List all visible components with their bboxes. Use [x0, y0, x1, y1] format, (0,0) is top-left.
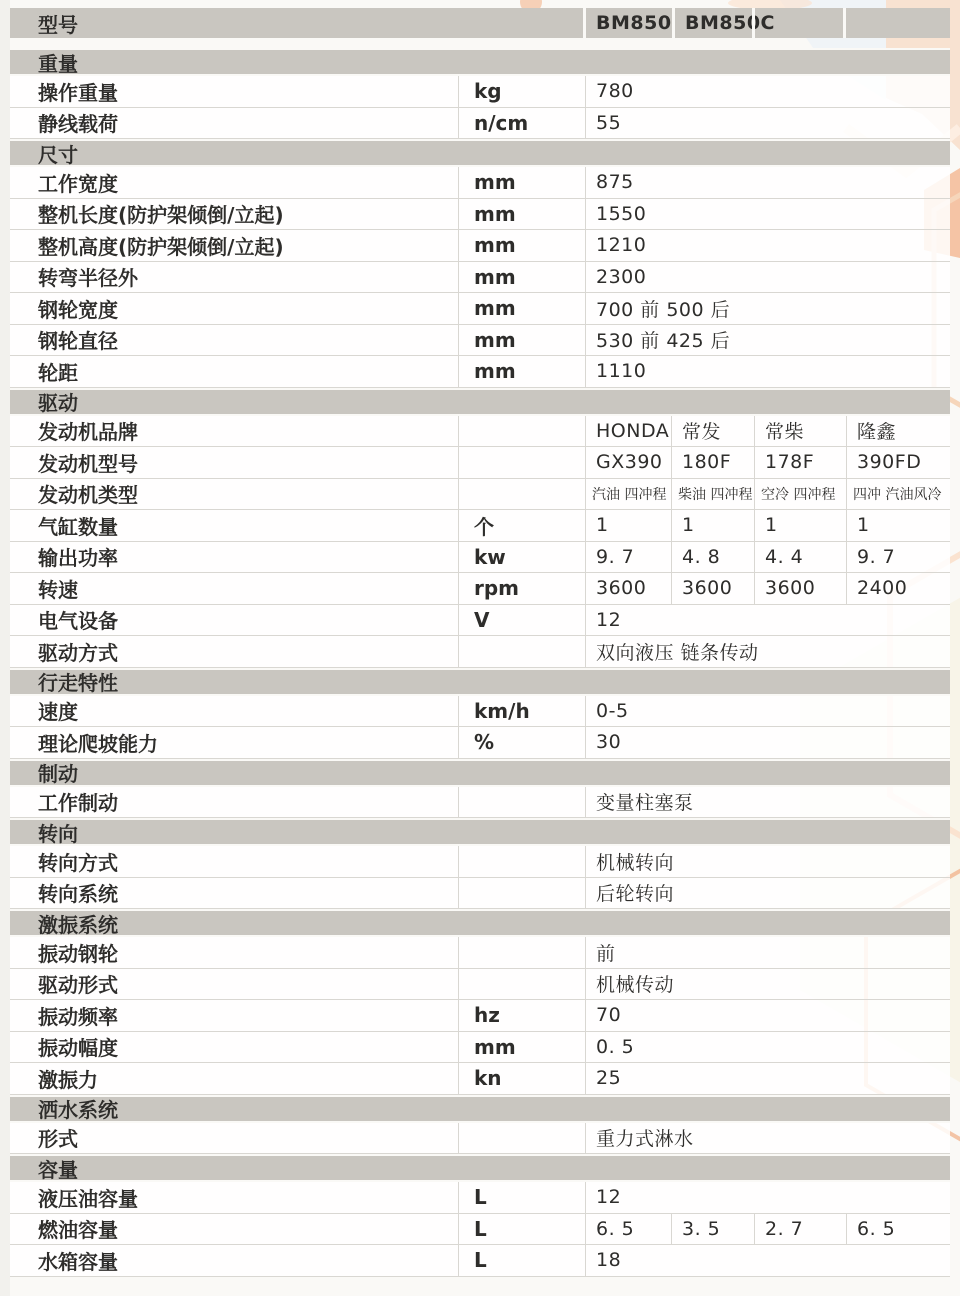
- spec-value: 3600: [754, 573, 846, 604]
- spec-value: 1: [585, 510, 671, 541]
- spec-value: 1210: [585, 230, 950, 261]
- spec-value: 1550: [585, 199, 950, 230]
- spec-row: [10, 1214, 950, 1246]
- spec-label: 振动幅度: [38, 1036, 118, 1061]
- spec-row: [10, 262, 950, 294]
- spec-value: 6. 5: [846, 1214, 950, 1245]
- spec-unit: [458, 636, 585, 667]
- spec-value: 3600: [585, 573, 671, 604]
- spec-row: [10, 846, 950, 878]
- spec-row: [10, 1000, 950, 1032]
- spec-label: 发动机品牌: [38, 420, 138, 445]
- spec-row: [10, 1182, 950, 1214]
- spec-row: [10, 230, 950, 262]
- spec-value: 390FD: [846, 447, 950, 478]
- spec-value: 变量柱塞泵: [585, 787, 950, 818]
- model-cell: BM850: [583, 8, 672, 38]
- spec-unit: L: [458, 1182, 585, 1213]
- spec-value: 4. 8: [671, 542, 754, 573]
- spec-value: 1110: [585, 356, 950, 387]
- spec-row: [10, 937, 950, 969]
- spec-row: [10, 1123, 950, 1155]
- section-header: [10, 818, 950, 846]
- model-header-row: [10, 8, 950, 38]
- spec-label: 钢轮宽度: [38, 297, 118, 322]
- model-cell: [752, 8, 843, 38]
- spec-value: 9. 7: [846, 542, 950, 573]
- spec-row: [10, 1063, 950, 1095]
- spec-value: 隆鑫: [846, 416, 950, 447]
- spec-label: 整机长度(防护架倾倒/立起): [38, 203, 284, 228]
- spec-value: 后轮转向: [585, 878, 950, 909]
- spec-unit: [458, 878, 585, 909]
- spec-label: 气缸数量: [38, 514, 118, 539]
- spec-value: 12: [585, 605, 950, 636]
- spec-value: 0. 5: [585, 1032, 950, 1063]
- spec-value: 2. 7: [754, 1214, 846, 1245]
- spec-value: 70: [585, 1000, 950, 1031]
- spec-row: [10, 542, 950, 574]
- spec-label: 转向方式: [38, 850, 118, 875]
- spec-unit: mm: [458, 230, 585, 261]
- spec-row: [10, 696, 950, 728]
- spec-row: [10, 416, 950, 448]
- spec-label: 发动机类型: [38, 483, 138, 508]
- spec-label: 输出功率: [38, 546, 118, 571]
- spec-label: 工作制动: [38, 791, 118, 816]
- section-title: 转向: [38, 821, 78, 846]
- spec-unit: 个: [458, 510, 585, 541]
- spec-value: 四冲 汽油风冷: [846, 479, 950, 510]
- spec-label: 形式: [38, 1127, 78, 1152]
- spec-label: 发动机型号: [38, 451, 138, 476]
- spec-value: 30: [585, 727, 950, 758]
- spec-row: [10, 510, 950, 542]
- section-header: [10, 139, 950, 167]
- spec-unit: mm: [458, 167, 585, 198]
- section-title: 重量: [38, 51, 78, 76]
- spec-label: 转弯半径外: [38, 266, 138, 291]
- left-margin-strip: [0, 0, 10, 1296]
- spec-label: 驱动方式: [38, 640, 118, 665]
- spec-unit: mm: [458, 262, 585, 293]
- spec-unit: mm: [458, 293, 585, 324]
- spec-label: 液压油容量: [38, 1186, 138, 1211]
- spec-row: [10, 356, 950, 388]
- spec-unit: kn: [458, 1063, 585, 1094]
- spec-label: 整机高度(防护架倾倒/立起): [38, 234, 284, 259]
- model-cell: [843, 8, 950, 38]
- spec-label: 燃油容量: [38, 1218, 118, 1243]
- section-title: 激振系统: [38, 912, 118, 937]
- spec-value: 178F: [754, 447, 846, 478]
- section-header: [10, 909, 950, 937]
- spec-value: 180F: [671, 447, 754, 478]
- spec-value: 前: [585, 937, 950, 968]
- spec-label: 操作重量: [38, 80, 118, 105]
- spec-label: 驱动形式: [38, 973, 118, 998]
- sections-host: [10, 48, 950, 1277]
- section-header: [10, 1095, 950, 1123]
- spec-row: [10, 293, 950, 325]
- spec-value: 9. 7: [585, 542, 671, 573]
- spec-unit: L: [458, 1214, 585, 1245]
- spec-value: 530 前 425 后: [585, 325, 950, 356]
- spec-value: 875: [585, 167, 950, 198]
- spec-row: [10, 1032, 950, 1064]
- spec-table: [10, 8, 950, 1277]
- spec-value: 1: [671, 510, 754, 541]
- spec-unit: mm: [458, 1032, 585, 1063]
- spec-label: 钢轮直径: [38, 329, 118, 354]
- spec-row: [10, 76, 950, 108]
- spec-value: 柴油 四冲程: [671, 479, 754, 510]
- section-title: 行走特性: [38, 671, 118, 695]
- spec-unit: km/h: [458, 696, 585, 727]
- section-header: [10, 388, 950, 416]
- spec-unit: n/cm: [458, 108, 585, 139]
- spec-label: 静线载荷: [38, 112, 118, 137]
- spec-unit: rpm: [458, 573, 585, 604]
- spec-row: [10, 108, 950, 140]
- section-title: 洒水系统: [38, 1098, 118, 1122]
- section-title: 尺寸: [38, 142, 78, 167]
- spec-row: [10, 573, 950, 605]
- spec-value: 780: [585, 76, 950, 107]
- spec-value: 6. 5: [585, 1214, 671, 1245]
- spec-row: [10, 636, 950, 668]
- spec-value: 700 前 500 后: [585, 293, 950, 324]
- spec-value: 3600: [671, 573, 754, 604]
- spec-value: 重力式淋水: [585, 1123, 950, 1154]
- spec-row: [10, 878, 950, 910]
- spec-value: 常发: [671, 416, 754, 447]
- section-header: [10, 668, 950, 696]
- spec-unit: [458, 969, 585, 1000]
- spec-label: 轮距: [38, 360, 78, 385]
- spec-label: 理论爬坡能力: [38, 731, 158, 756]
- spec-value: 常柴: [754, 416, 846, 447]
- spec-unit: mm: [458, 199, 585, 230]
- spec-label: 工作宽度: [38, 171, 118, 196]
- spec-label: 激振力: [38, 1067, 98, 1092]
- spec-row: [10, 199, 950, 231]
- spec-value: 空冷 四冲程: [754, 479, 846, 510]
- spec-label: 转速: [38, 577, 78, 602]
- spec-value: 3. 5: [671, 1214, 754, 1245]
- spec-row: [10, 787, 950, 819]
- spec-value: 55: [585, 108, 950, 139]
- spec-unit: [458, 416, 585, 447]
- section-header: [10, 1154, 950, 1182]
- model-cell: BM850C: [672, 8, 752, 38]
- spec-value: 2300: [585, 262, 950, 293]
- spec-row: [10, 167, 950, 199]
- spec-value: 汽油 四冲程: [585, 479, 671, 510]
- spec-row: [10, 605, 950, 637]
- spec-unit: kg: [458, 76, 585, 107]
- spec-value: 0-5: [585, 696, 950, 727]
- spec-label: 振动频率: [38, 1004, 118, 1029]
- section-title: 驱动: [38, 391, 78, 415]
- spec-value: 25: [585, 1063, 950, 1094]
- spec-label: 振动钢轮: [38, 941, 118, 966]
- section-header: [10, 759, 950, 787]
- spec-label: 转向系统: [38, 882, 118, 907]
- spec-unit: V: [458, 605, 585, 636]
- spec-unit: mm: [458, 356, 585, 387]
- spec-value: 机械转向: [585, 846, 950, 877]
- spec-value: HONDA: [585, 416, 671, 447]
- spec-row: [10, 1245, 950, 1277]
- spec-unit: [458, 937, 585, 968]
- section-title: 容量: [38, 1157, 78, 1182]
- spec-value: 1: [846, 510, 950, 541]
- spec-unit: hz: [458, 1000, 585, 1031]
- spec-value: 18: [585, 1245, 950, 1276]
- spec-row: [10, 969, 950, 1001]
- spec-label: 电气设备: [38, 609, 118, 634]
- spec-label: 水箱容量: [38, 1249, 118, 1274]
- spec-value: 机械传动: [585, 969, 950, 1000]
- spec-unit: [458, 846, 585, 877]
- spec-row: [10, 447, 950, 479]
- spec-unit: [458, 447, 585, 478]
- spec-value: 1: [754, 510, 846, 541]
- spec-unit: [458, 1123, 585, 1154]
- section-header: [10, 48, 950, 76]
- section-title: 制动: [38, 762, 78, 786]
- spec-unit: L: [458, 1245, 585, 1276]
- spec-label: 速度: [38, 700, 78, 725]
- spec-value: 4. 4: [754, 542, 846, 573]
- spec-value: 2400: [846, 573, 950, 604]
- spec-unit: kw: [458, 542, 585, 573]
- spec-row: [10, 727, 950, 759]
- spec-value: 双向液压 链条传动: [585, 636, 950, 667]
- spec-row: [10, 479, 950, 511]
- spec-unit: mm: [458, 325, 585, 356]
- spec-row: [10, 325, 950, 357]
- spec-unit: [458, 787, 585, 818]
- spec-value: 12: [585, 1182, 950, 1213]
- spec-value: GX390: [585, 447, 671, 478]
- model-row-label: 型号: [38, 12, 78, 37]
- spec-unit: [458, 479, 585, 510]
- spec-unit: %: [458, 727, 585, 758]
